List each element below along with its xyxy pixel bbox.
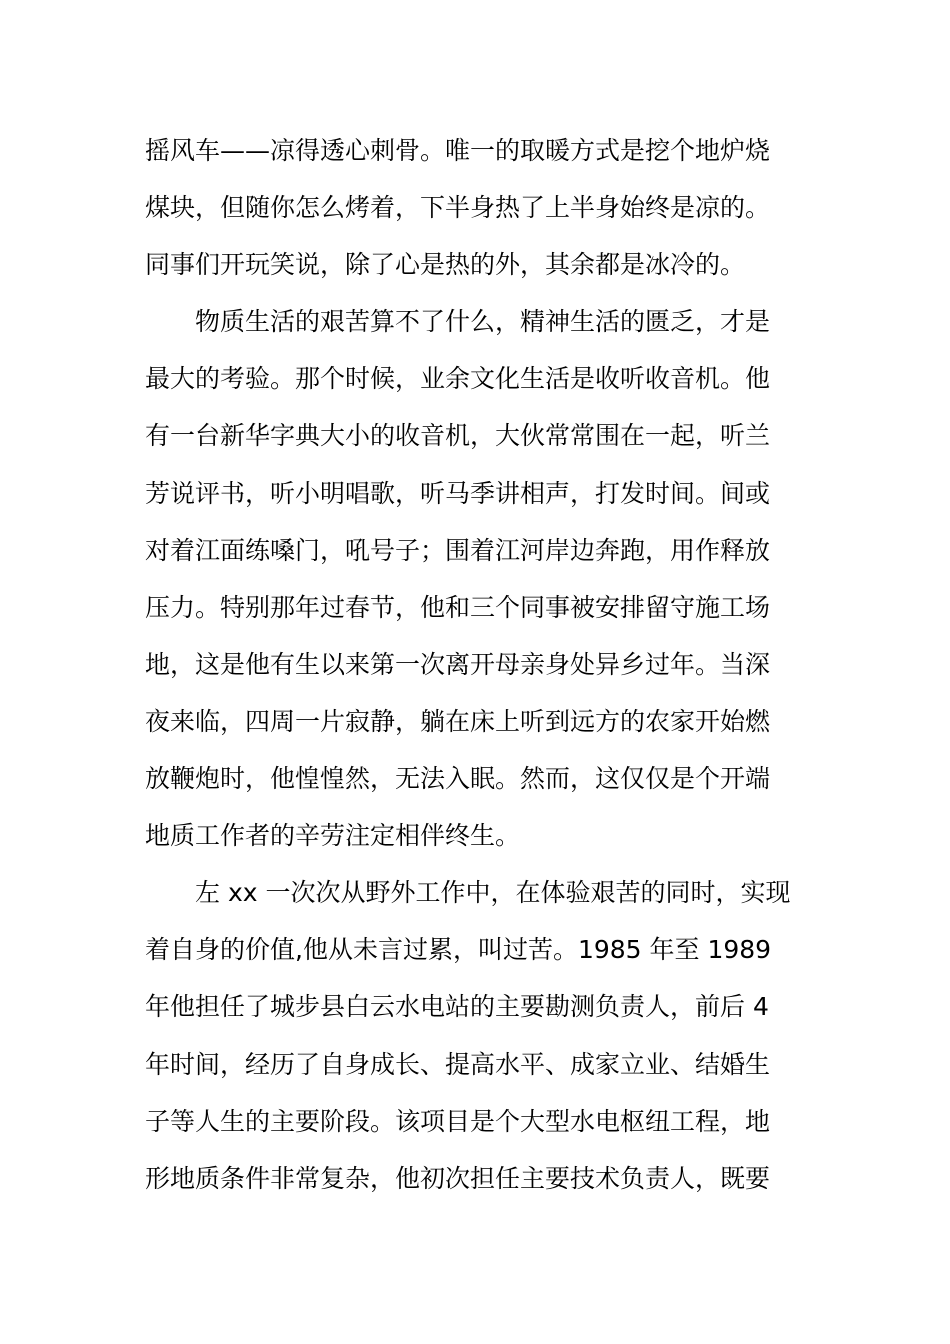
text-line: 地，这是他有生以来第一次离开母亲身处异乡过年。当深 [145, 649, 771, 679]
text-line: 同事们开玩笑说，除了心是热的外，其余都是冰冷的。 [145, 250, 746, 280]
text-line: 对着江面练嗓门，吼号子；围着江河岸边奔跑，用作释放 [145, 535, 771, 565]
text-line: 夜来临，四周一片寂静，躺在床上听到远方的农家开始燃 [145, 706, 771, 736]
text-line: 最大的考验。那个时候，业余文化生活是收听收音机。他 [145, 364, 771, 394]
text-line: 左 xx 一次次从野外工作中，在体验艰苦的同时，实现 [145, 878, 791, 908]
text-line: 有一台新华字典大小的收音机，大伙常常围在一起，听兰 [145, 421, 771, 451]
text-line: 摇风车——凉得透心刺骨。唯一的取暖方式是挖个地炉烧 [145, 136, 771, 165]
text-line: 形地质条件非常复杂，他初次担任主要技术负责人，既要 [145, 1163, 771, 1193]
text-line: 着自身的价值,他从未言过累，叫过苦。1985 年至 1989 [145, 935, 772, 965]
text-line: 压力。特别那年过春节，他和三个同事被安排留守施工场 [145, 592, 771, 622]
body-text [145, 122, 807, 1207]
text-line: 地质工作者的辛劳注定相伴终生。 [145, 821, 521, 851]
text-line: 芳说评书，听小明唱歌，听马季讲相声，打发时间。间或 [145, 478, 771, 508]
text-line: 物质生活的艰苦算不了什么，精神生活的匮乏，才是 [145, 307, 771, 337]
text-line: 煤块，但随你怎么烤着，下半身热了上半身始终是凉的。 [145, 193, 771, 223]
text-line: 放鞭炮时，他惶惶然，无法入眠。然而，这仅仅是个开端 [145, 764, 771, 794]
text-line: 年他担任了城步县白云水电站的主要勘测负责人，前后 4 [145, 992, 769, 1022]
text-line: 年时间，经历了自身成长、提高水平、成家立业、结婚生 [145, 1049, 771, 1079]
text-line: 子等人生的主要阶段。该项目是个大型水电枢纽工程，地 [145, 1106, 771, 1136]
